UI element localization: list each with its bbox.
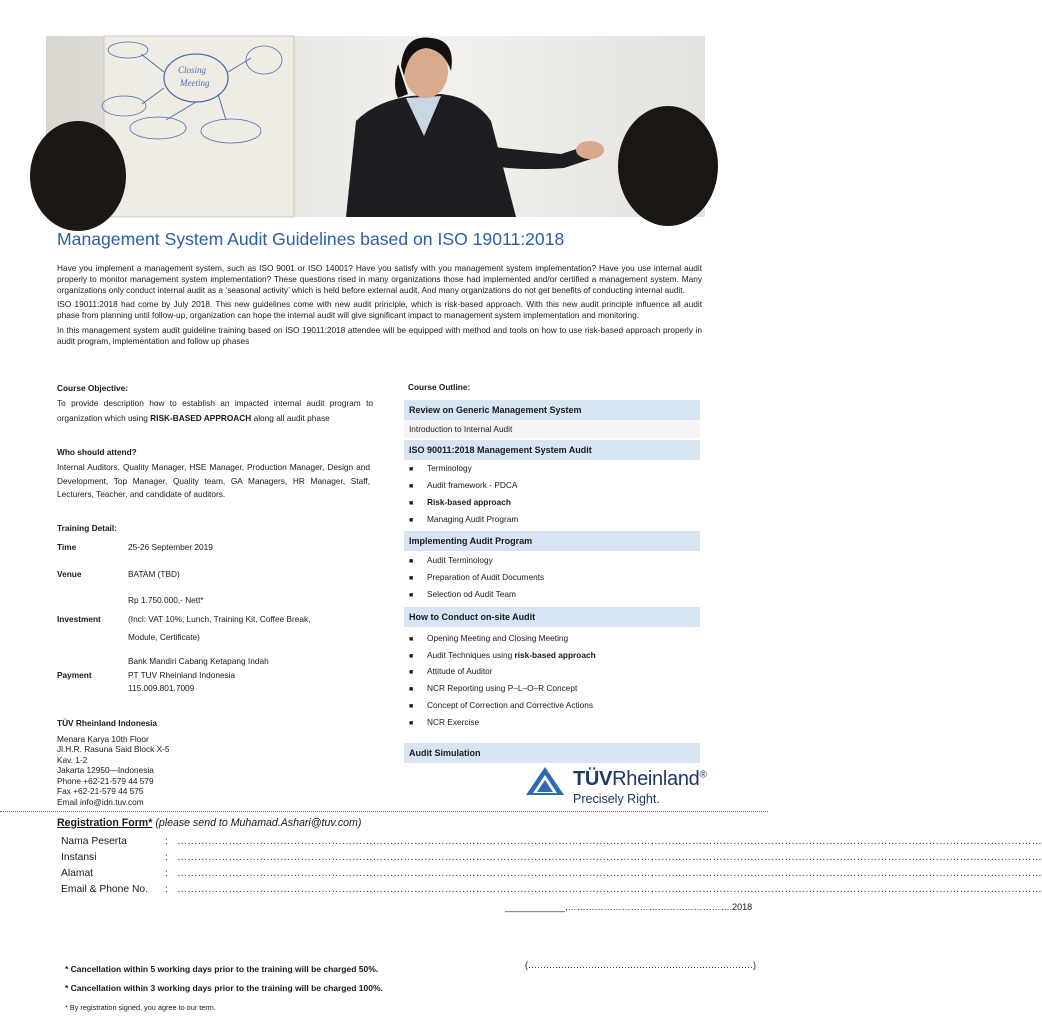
registration-form-header [57, 817, 361, 829]
time-label: Time [57, 542, 77, 552]
investment-includes: (Incl: VAT 10%, Lunch, Training Kit, Coffee Break, [128, 614, 311, 624]
bullet-icon: ■ [409, 703, 414, 710]
page-title: Management System Audit Guidelines based on ISO 19011:2018 [57, 229, 565, 249]
contact-company: TÜV Rheinland Indonesia [57, 718, 158, 728]
outline-item: ■ Opening Meeting and Closing Meeting [409, 632, 568, 646]
investment-label: Investment [57, 614, 101, 624]
contact-line: Kav. 1-2 [57, 754, 88, 765]
outline-item: ■ Risk-based approach [409, 496, 511, 510]
time-value: 25-26 September 2019 [128, 542, 213, 552]
outline-item: ■ Selection od Audit Team [409, 588, 516, 602]
cut-line-divider [0, 811, 768, 812]
field-blank[interactable]: ……………………………………………………………………………………………………………………………………………………………………………………………………………………………… [177, 868, 1042, 879]
intro-paragraph: Have you implement a management system, such as ISO 9001 or ISO 14001? Have you satisfy with you management system implementation? Have you use internal audit properly to monitor management system implementation? These questions rised in many organizations those had implemented and/or certified a management system. Many organizations only conduct internal audit as a ‘seasonal activity’ which is held before external audit. And many organizations do not get benefits of conducting internal audit. [57, 263, 702, 295]
field-blank[interactable]: ……………………………………………………………………………………………………………………………………………………………………………………………………………………………… [177, 884, 1042, 895]
registration-terms-note: * By registration signed, you agree to our term. [65, 1003, 216, 1012]
bullet-icon: ■ [409, 483, 414, 490]
price-value: Rp 1.750.000,- Nett* [128, 595, 204, 605]
cancellation-note-100: * Cancellation within 3 working days prior to the training will be charged 100%. [65, 983, 383, 993]
bullet-icon: ■ [409, 575, 414, 582]
outline-section-review: Review on Generic Management System [404, 400, 700, 420]
bullet-icon: ■ [409, 517, 414, 524]
field-label: Nama Peserta [61, 836, 127, 847]
form-row-email-phone: Email & Phone No. : ……………………………………………………………………………………………………………………………………………………………………………………………………………………………… [61, 884, 1042, 895]
course-objective-heading: Course Objective: [57, 383, 129, 393]
tuv-triangle-icon [525, 766, 565, 796]
outline-item: ■ Audit framework - PDCA [409, 479, 517, 493]
bullet-icon: ■ [409, 669, 414, 676]
bullet-icon: ■ [409, 686, 414, 693]
contact-line: Menara Karya 10th Floor [57, 733, 149, 744]
attendee-left [30, 121, 126, 231]
bank-name: Bank Mandiri Cabang Ketapang Indah [128, 656, 269, 666]
tuv-rheinland-logo [525, 764, 725, 808]
risk-based-approach-emphasis: RISK-BASED APPROACH [150, 412, 252, 423]
registration-send-note: (please send to Muhamad.Ashari@tuv.com) [155, 817, 362, 829]
field-blank[interactable]: ……………………………………………………………………………………………………………………………………………………………………………………………………………………………… [177, 852, 1042, 863]
bullet-icon: ■ [409, 500, 414, 507]
outline-sub-intro: Introduction to Internal Audit [404, 420, 700, 438]
flipchart-meeting: Meeting [180, 78, 210, 88]
bullet-icon: ■ [409, 720, 414, 727]
presenter [346, 38, 604, 217]
field-label: Email & Phone No. [61, 884, 148, 895]
outline-section-iso-audit: ISO 90011:2018 Management System Audit [404, 440, 700, 460]
outline-section-onsite: How to Conduct on-site Audit [404, 607, 700, 627]
intro-paragraph: ISO 19011:2018 had come by July 2018. This new guidelines come with new audit principle, which is risk-based approach. With this new audit principle influence all audit phase from planning until follow-up, organization can hope the internal audit will give significant impact to management system implementation and monitoring. [57, 299, 702, 321]
outline-item: ■ Concept of Correction and Corrective Actions [409, 699, 593, 713]
form-row-alamat: Alamat : ……………………………………………………………………………………………………………………………………………………………………………………………………………………………… [61, 868, 1042, 879]
outline-item: ■ Attitude of Auditor [409, 665, 493, 679]
who-should-attend-text: Internal Auditors, Quality Manager, HSE Manager, Production Manager, Design and Development, Top Manager, Quality team, GA Managers, HR Manager, Staff, Lecturers, Teacher, and candidate of auditors. [57, 462, 370, 499]
registration-form-title: Registration Form* [57, 817, 153, 829]
bullet-icon: ■ [409, 558, 414, 565]
field-label: Instansi [61, 852, 97, 863]
outline-item: ■ NCR Exercise [409, 716, 479, 730]
outline-section-implementing: Implementing Audit Program [404, 531, 700, 551]
bullet-icon: ■ [409, 636, 414, 643]
venue-label: Venue [57, 569, 82, 579]
intro-paragraph: In this management system audit guideline training based on ISO 19011:2018 attendee will be equipped with method and tools on how to use risk-based approach properly in audit program, implementation and follow up phases [57, 324, 702, 346]
form-row-instansi: Instansi : ……………………………………………………………………………………………………………………………………………………………………………………………………………………………… [61, 852, 1042, 863]
bullet-icon: ■ [409, 466, 414, 473]
flipchart-closing: Closing [178, 65, 207, 75]
training-scene-illustration [46, 36, 705, 217]
course-objective-text: To provide description how to establish an impacted internal audit program to organization which using RISK-BASED APPROACH along all audit phase [57, 398, 373, 423]
training-detail-heading: Training Detail: [57, 523, 117, 533]
logo-wordmark: TÜVRheinland® [573, 768, 707, 790]
intro-text [57, 263, 702, 351]
attendee-right [618, 106, 718, 226]
outline-item: ■ Audit Terminology [409, 554, 493, 568]
venue-value: BATAM (TBD) [128, 569, 180, 579]
date-line[interactable]: ____________,……………………………………………….2018 [505, 902, 753, 912]
field-blank[interactable]: ……………………………………………………………………………………………………………………………………………………………………………………………………………………………… [177, 836, 1042, 847]
outline-section-simulation: Audit Simulation [404, 743, 700, 763]
who-should-attend-heading: Who should attend? [57, 447, 137, 457]
logo-tagline: Precisely Right. [573, 792, 660, 806]
contact-line: Jl.H.R. Rasuna Said Block X-5 [57, 744, 170, 754]
signature-line[interactable]: (…………………………………………………………………) [525, 960, 756, 970]
cancellation-note-50: * Cancellation within 5 working days prior to the training will be charged 50%. [65, 964, 379, 974]
contact-block [57, 718, 170, 807]
outline-item: ■ Preparation of Audit Documents [409, 571, 544, 585]
bullet-icon: ■ [409, 653, 414, 660]
header-photo [46, 36, 705, 217]
contact-fax: Fax +62-21-579 44 575 [57, 786, 144, 796]
contact-line: Jakarta 12950—Indonesia [57, 765, 154, 775]
field-label: Alamat [61, 868, 94, 879]
flipchart-paper [104, 36, 294, 217]
contact-phone: Phone +62-21-579 44 579 [57, 775, 154, 786]
outline-item: ■ NCR Reporting using P–L–O–R Concept [409, 682, 577, 696]
outline-item: ■ Audit Techniques using risk-based approach [409, 649, 596, 663]
investment-includes-2: Module, Certificate) [128, 632, 200, 642]
form-row-nama: Nama Peserta : ……………………………………………………………………………………………………………………………………………………………………………………………………………………………… [61, 836, 1042, 847]
payment-label: Payment [57, 670, 92, 680]
contact-email[interactable]: Email info@idn.tuv.com [57, 796, 144, 807]
outline-item: ■ Managing Audit Program [409, 513, 518, 527]
outline-item: ■ Terminology [409, 462, 472, 476]
bullet-icon: ■ [409, 592, 414, 599]
course-outline-heading: Course Outline: [408, 382, 471, 392]
account-name: PT TUV Rheinland Indonesia [128, 670, 236, 680]
account-number: 115.009.801.7009 [128, 683, 195, 693]
